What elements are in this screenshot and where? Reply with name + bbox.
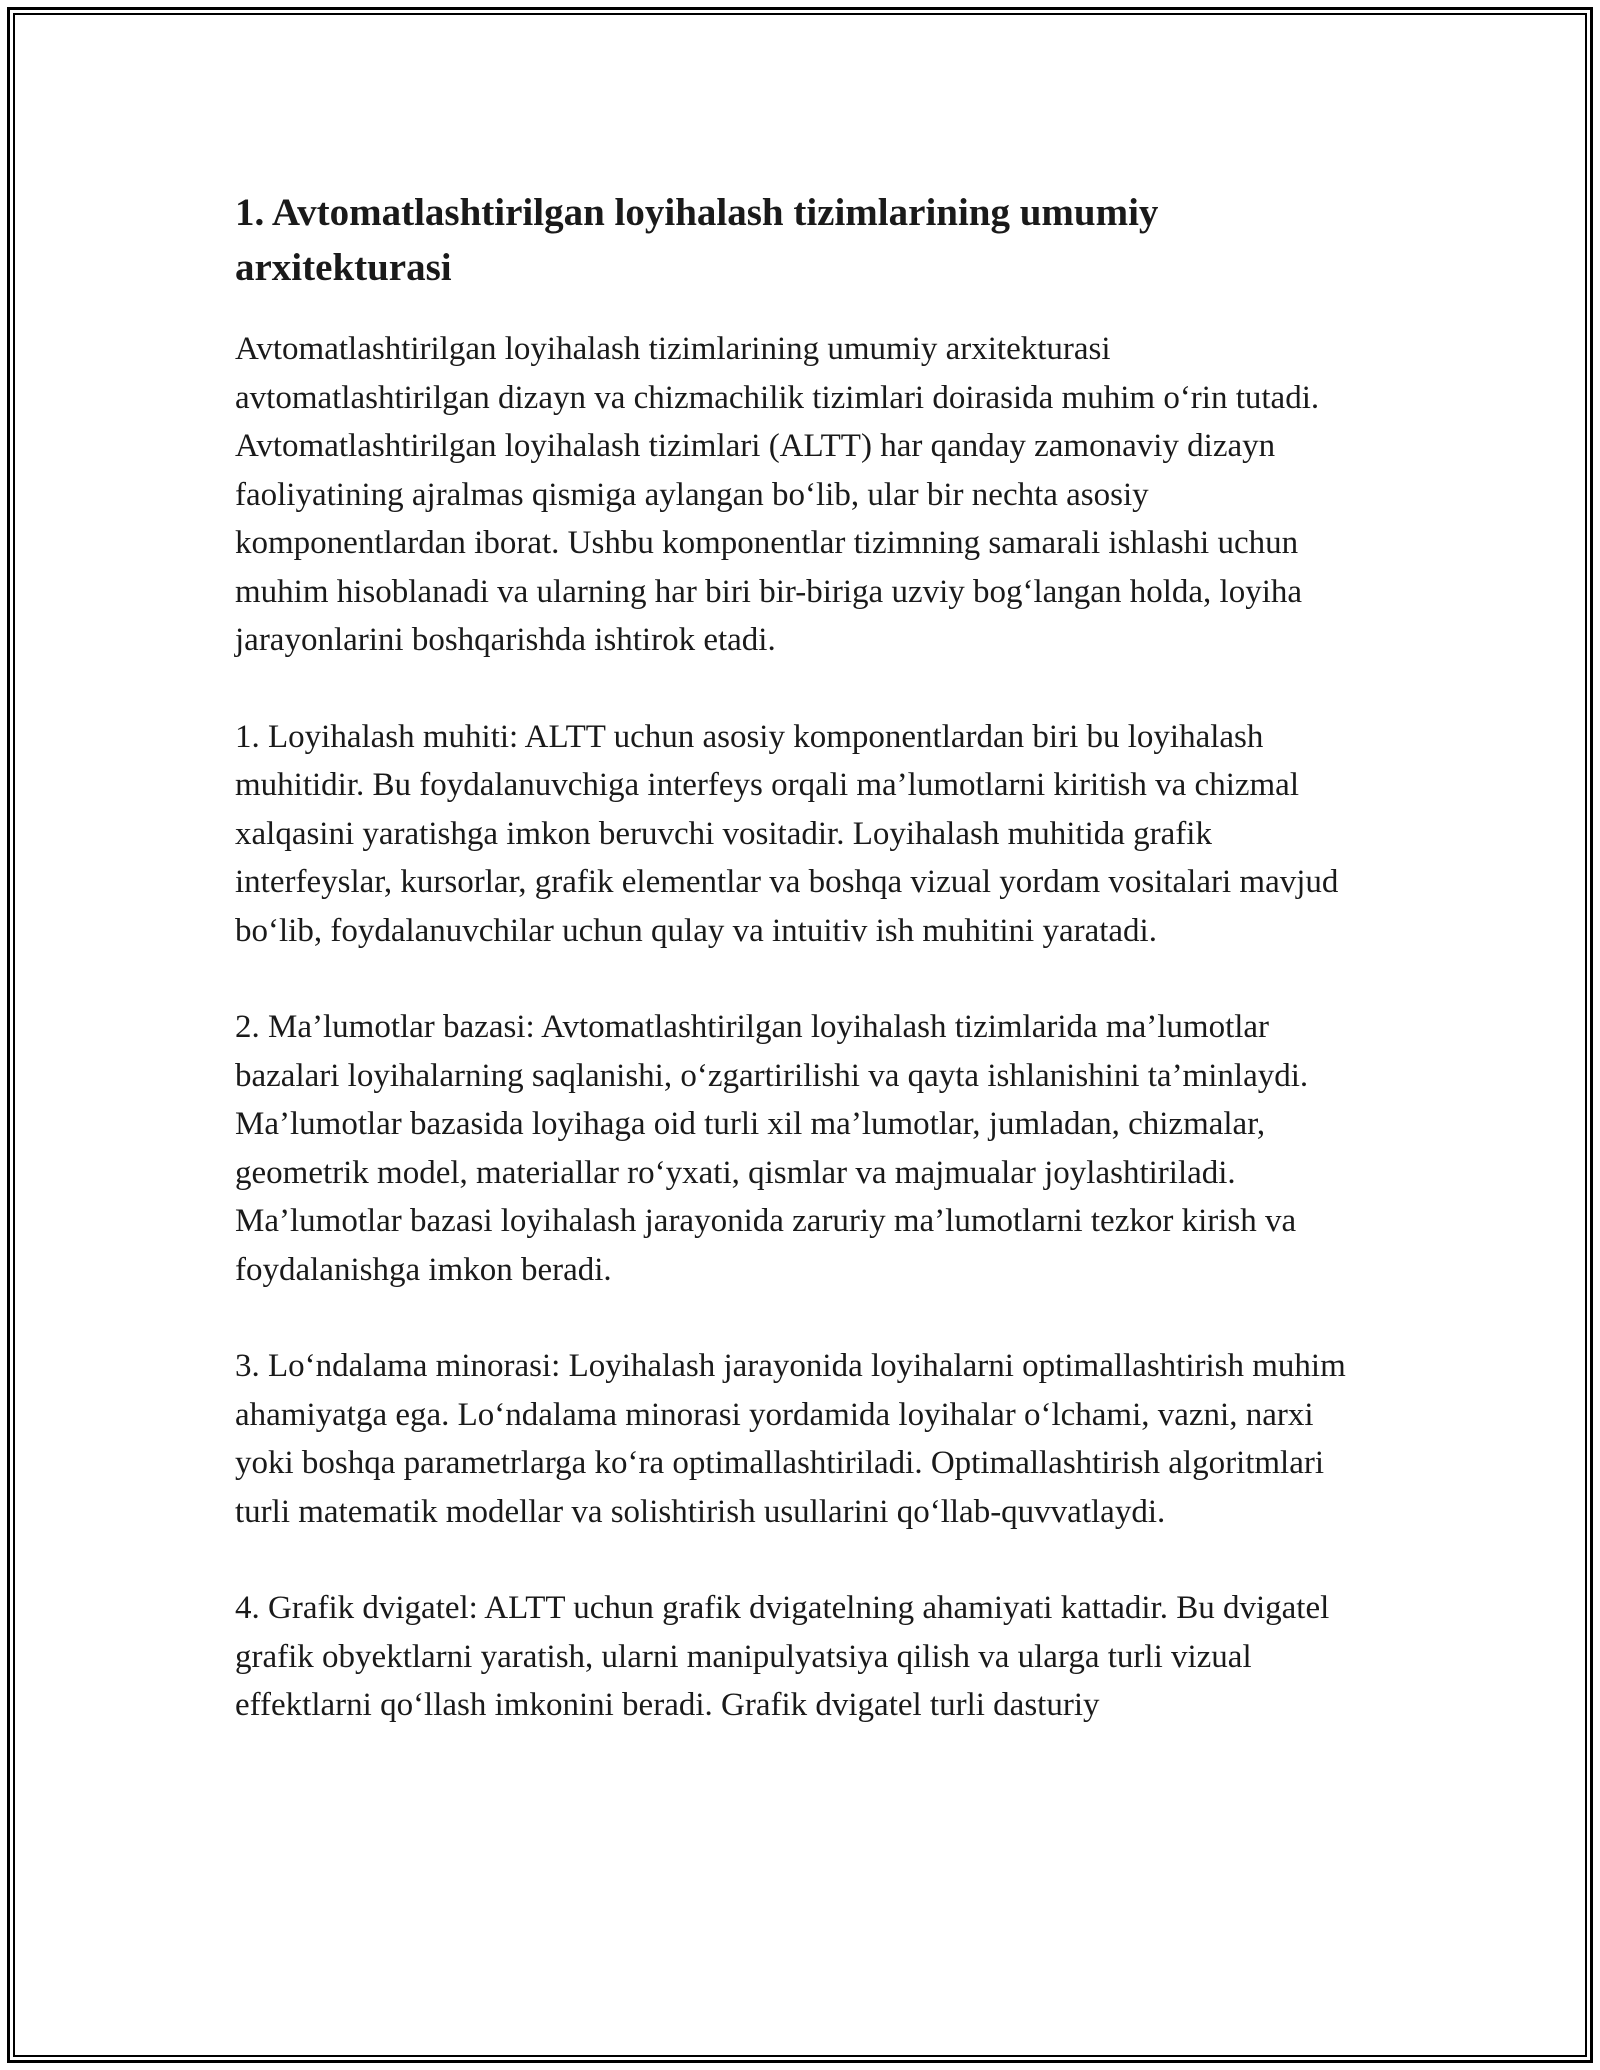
paragraph-optimization: 3. Lo‘ndalama minorasi: Loyihalash jarayonida loyihalarni optimallashtirish muhim ahamiyatga ega. Lo‘ndalama minorasi yordamida loyihalar o‘lchami, vazni, narxi yoki boshqa parametrlarga ko‘ra optimallashtiriladi. Optimallashtirish algoritmlari turli matematik modellar va solishtirish usullarini qo‘llab-quvvatlaydi. xyxy=(235,1348,1346,1530)
paragraph-database: 2. Ma’lumotlar bazasi: Avtomatlashtirilgan loyihalash tizimlarida ma’lumotlar bazalari loyihalarning saqlanishi, o‘zgartirilishi va qayta ishlanishini ta’minlaydi. Ma’lumotlar bazasida loyihaga oid turli xil ma’lumotlar, jumladan, chizmalar, geometrik model, materiallar ro‘yxati, qismlar va majmualar joylashtiriladi. Ma’lumotlar bazasi loyihalash jarayonida zaruriy ma’lumotlarni tezkor kirish va foydalanishga imkon beradi. xyxy=(235,1009,1309,1288)
paragraph-graphics-engine: 4. Grafik dvigatel: ALTT uchun grafik dvigatelning ahamiyati kattadir. Bu dvigatel grafik obyektlarni yaratish, ularni manipulyatsiya qilish va ularga turli vizual effektlarni qo‘llash imkonini beradi. Grafik dvigatel turli dasturiy xyxy=(235,1590,1330,1723)
section-title: 1. Avtomatlashtirilgan loyihalash tizimlarining umumiy arxitekturasi xyxy=(235,191,1159,289)
paragraph-design-environment: 1. Loyihalash muhiti: ALTT uchun asosiy komponentlardan biri bu loyihalash muhitidir. Bu foydalanuvchiga interfeys orqali ma’lumotlarni kiritish va chizmal xalqasini yaratishga imkon beruvchi vositadir. Loyihalash muhitida grafik interfeyslar, kursorlar, grafik elementlar va boshqa vizual yordam vositalari mavjud bo‘lib, foydalanuvchilar uchun qulay va intuitiv ish muhitini yaratadi. xyxy=(235,718,1339,949)
document-body xyxy=(235,185,1370,1778)
paragraph-intro: Avtomatlashtirilgan loyihalash tizimlarining umumiy arxitekturasi avtomatlashtirilgan dizayn va chizmachilik tizimlari doirasida muhim o‘rin tutadi. Avtomatlashtirilgan loyihalash tizimlari (ALTT) har qanday zamonaviy dizayn faoliyatining ajralmas qismiga aylangan bo‘lib, ular bir nechta asosiy komponentlardan iborat. Ushbu komponentlar tizimning samarali ishlashi uchun muhim hisoblanadi va ularning har biri bir-biriga uzviy bog‘langan holda, loyiha jarayonlarini boshqarishda ishtirok etadi. xyxy=(235,331,1320,658)
